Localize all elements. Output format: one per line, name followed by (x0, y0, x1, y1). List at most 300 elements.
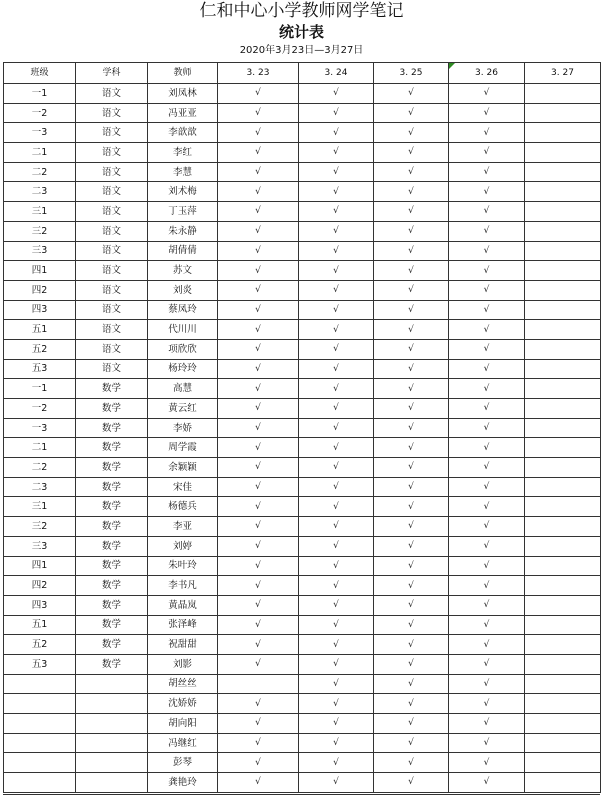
class-cell[interactable]: 五3 (4, 654, 76, 674)
col-header-class[interactable]: 班级 (4, 63, 76, 84)
date-cell[interactable] (449, 103, 525, 123)
date-cell[interactable] (299, 359, 374, 379)
date-cell[interactable] (218, 280, 299, 300)
class-cell[interactable] (4, 714, 76, 734)
subject-cell[interactable]: 语文 (76, 84, 148, 104)
col-header-date-3[interactable]: 3. 25 (374, 63, 449, 84)
subject-cell[interactable]: 数学 (76, 517, 148, 537)
date-cell[interactable] (525, 221, 601, 241)
class-cell[interactable]: 四1 (4, 261, 76, 281)
date-cell[interactable] (449, 753, 525, 773)
date-cell[interactable] (525, 694, 601, 714)
date-cell[interactable] (525, 576, 601, 596)
date-cell[interactable] (218, 536, 299, 556)
date-cell[interactable] (449, 733, 525, 753)
date-cell[interactable] (218, 379, 299, 399)
date-cell[interactable] (525, 517, 601, 537)
date-cell[interactable] (449, 280, 525, 300)
class-cell[interactable]: 二1 (4, 438, 76, 458)
date-cell[interactable] (299, 379, 374, 399)
class-cell[interactable]: 二3 (4, 477, 76, 497)
teacher-cell[interactable]: 周学霞 (148, 438, 218, 458)
date-cell[interactable] (525, 497, 601, 517)
class-cell[interactable]: 五2 (4, 635, 76, 655)
date-cell[interactable] (374, 320, 449, 340)
date-cell[interactable] (449, 576, 525, 596)
date-cell[interactable] (218, 576, 299, 596)
date-cell[interactable] (218, 359, 299, 379)
date-cell[interactable] (525, 103, 601, 123)
check-mark-icon: √ (333, 757, 339, 768)
subject-cell[interactable]: 语文 (76, 221, 148, 241)
teacher-cell[interactable]: 刘炎 (148, 280, 218, 300)
date-cell[interactable] (449, 359, 525, 379)
date-cell[interactable] (218, 261, 299, 281)
date-cell[interactable] (449, 320, 525, 340)
date-cell[interactable] (299, 300, 374, 320)
date-cell[interactable] (449, 162, 525, 182)
date-cell[interactable] (449, 418, 525, 438)
date-cell[interactable] (218, 123, 299, 143)
subject-cell[interactable]: 语文 (76, 103, 148, 123)
subject-cell[interactable] (76, 733, 148, 753)
date-cell[interactable] (449, 615, 525, 635)
teacher-cell[interactable]: 刘术梅 (148, 182, 218, 202)
subject-cell[interactable]: 数学 (76, 477, 148, 497)
date-cell[interactable] (374, 300, 449, 320)
class-cell[interactable] (4, 694, 76, 714)
teacher-cell[interactable]: 彭琴 (148, 753, 218, 773)
date-cell[interactable] (374, 84, 449, 104)
date-cell[interactable] (449, 202, 525, 222)
date-cell[interactable] (218, 84, 299, 104)
date-cell[interactable] (299, 103, 374, 123)
date-cell[interactable] (525, 477, 601, 497)
date-cell[interactable] (449, 221, 525, 241)
date-cell[interactable] (299, 261, 374, 281)
teacher-cell[interactable]: 宋佳 (148, 477, 218, 497)
col-header-date-4[interactable]: 3. 26 (449, 63, 525, 84)
subject-cell[interactable]: 语文 (76, 162, 148, 182)
date-cell[interactable] (374, 556, 449, 576)
col-header-teacher[interactable]: 教师 (148, 63, 218, 84)
date-cell[interactable] (299, 438, 374, 458)
teacher-cell[interactable]: 李娇 (148, 418, 218, 438)
subject-cell[interactable]: 语文 (76, 261, 148, 281)
date-cell[interactable] (218, 162, 299, 182)
date-cell[interactable] (374, 674, 449, 694)
date-cell[interactable] (374, 477, 449, 497)
date-cell[interactable] (449, 241, 525, 261)
teacher-cell[interactable]: 冯继红 (148, 733, 218, 753)
date-cell[interactable] (525, 674, 601, 694)
date-cell[interactable] (374, 202, 449, 222)
date-cell[interactable] (218, 595, 299, 615)
subject-cell[interactable]: 语文 (76, 280, 148, 300)
date-cell[interactable] (525, 241, 601, 261)
date-cell[interactable] (525, 261, 601, 281)
teacher-cell[interactable]: 冯亚亚 (148, 103, 218, 123)
date-cell[interactable] (218, 773, 299, 793)
class-cell[interactable]: 四1 (4, 556, 76, 576)
date-cell[interactable] (218, 438, 299, 458)
teacher-cell[interactable]: 高慧 (148, 379, 218, 399)
date-cell[interactable] (299, 123, 374, 143)
date-cell[interactable] (374, 536, 449, 556)
date-cell[interactable] (218, 556, 299, 576)
date-cell[interactable] (449, 773, 525, 793)
date-cell[interactable] (374, 339, 449, 359)
subject-cell[interactable]: 数学 (76, 654, 148, 674)
date-cell[interactable] (449, 635, 525, 655)
date-cell[interactable] (449, 182, 525, 202)
teacher-cell[interactable]: 刘影 (148, 654, 218, 674)
date-cell[interactable] (525, 654, 601, 674)
date-cell[interactable] (299, 694, 374, 714)
subject-cell[interactable]: 语文 (76, 339, 148, 359)
date-cell[interactable] (449, 458, 525, 478)
class-cell[interactable]: 四3 (4, 300, 76, 320)
date-cell[interactable] (218, 418, 299, 438)
date-cell[interactable] (374, 654, 449, 674)
class-cell[interactable]: 三1 (4, 202, 76, 222)
subject-cell[interactable]: 数学 (76, 576, 148, 596)
date-cell[interactable] (374, 694, 449, 714)
date-cell[interactable] (449, 694, 525, 714)
date-cell[interactable] (218, 458, 299, 478)
subject-cell[interactable]: 语文 (76, 143, 148, 163)
date-cell[interactable] (218, 241, 299, 261)
date-cell[interactable] (374, 261, 449, 281)
date-cell[interactable] (449, 339, 525, 359)
teacher-cell[interactable]: 李慧 (148, 162, 218, 182)
date-cell[interactable] (299, 418, 374, 438)
date-cell[interactable] (299, 221, 374, 241)
date-cell[interactable] (449, 556, 525, 576)
teacher-cell[interactable]: 蔡凤玲 (148, 300, 218, 320)
date-cell[interactable] (218, 635, 299, 655)
date-cell[interactable] (218, 753, 299, 773)
teacher-cell[interactable]: 胡倩倩 (148, 241, 218, 261)
date-cell[interactable] (525, 773, 601, 793)
date-cell[interactable] (299, 497, 374, 517)
teacher-cell[interactable]: 胡向阳 (148, 714, 218, 734)
date-cell[interactable] (525, 379, 601, 399)
date-cell[interactable] (299, 517, 374, 537)
class-cell[interactable]: 二2 (4, 162, 76, 182)
teacher-cell[interactable]: 李书凡 (148, 576, 218, 596)
subject-cell[interactable]: 数学 (76, 379, 148, 399)
teacher-cell[interactable]: 沈娇娇 (148, 694, 218, 714)
date-cell[interactable] (218, 202, 299, 222)
date-cell[interactable] (374, 497, 449, 517)
teacher-cell[interactable]: 刘婷 (148, 536, 218, 556)
table-row (4, 339, 601, 359)
teacher-cell[interactable]: 李亚 (148, 517, 218, 537)
subject-cell[interactable]: 数学 (76, 595, 148, 615)
teacher-cell[interactable]: 龚艳玲 (148, 773, 218, 793)
date-cell[interactable] (449, 536, 525, 556)
date-cell[interactable] (525, 162, 601, 182)
teacher-cell[interactable]: 黄云红 (148, 399, 218, 419)
subject-cell[interactable] (76, 714, 148, 734)
class-cell[interactable]: 三3 (4, 536, 76, 556)
class-cell[interactable]: 二2 (4, 458, 76, 478)
class-cell[interactable] (4, 753, 76, 773)
class-cell[interactable]: 一2 (4, 399, 76, 419)
date-cell[interactable] (525, 84, 601, 104)
date-cell[interactable] (218, 399, 299, 419)
col-header-date-5[interactable]: 3. 27 (525, 63, 601, 84)
date-cell[interactable] (374, 162, 449, 182)
subject-cell[interactable]: 语文 (76, 182, 148, 202)
subject-cell[interactable] (76, 674, 148, 694)
date-cell[interactable] (299, 320, 374, 340)
class-cell[interactable]: 五3 (4, 359, 76, 379)
date-cell[interactable] (299, 477, 374, 497)
date-cell[interactable] (525, 399, 601, 419)
date-cell[interactable] (525, 733, 601, 753)
date-cell[interactable] (218, 320, 299, 340)
date-cell[interactable] (374, 635, 449, 655)
class-cell[interactable]: 一1 (4, 84, 76, 104)
subject-cell[interactable]: 语文 (76, 359, 148, 379)
check-mark-icon: √ (333, 265, 339, 276)
date-cell[interactable] (299, 714, 374, 734)
date-cell[interactable] (299, 339, 374, 359)
date-cell[interactable] (449, 497, 525, 517)
class-cell[interactable]: 一3 (4, 123, 76, 143)
date-cell[interactable] (525, 753, 601, 773)
date-cell[interactable] (299, 162, 374, 182)
subject-cell[interactable]: 数学 (76, 536, 148, 556)
date-cell[interactable] (218, 674, 299, 694)
date-cell[interactable] (374, 733, 449, 753)
date-cell[interactable] (449, 261, 525, 281)
date-cell[interactable] (299, 241, 374, 261)
subject-cell[interactable]: 数学 (76, 399, 148, 419)
date-cell[interactable] (218, 103, 299, 123)
date-cell[interactable] (374, 753, 449, 773)
teacher-cell[interactable]: 祝甜甜 (148, 635, 218, 655)
date-cell[interactable] (299, 143, 374, 163)
date-cell[interactable] (449, 714, 525, 734)
subject-cell[interactable] (76, 753, 148, 773)
date-cell[interactable] (525, 123, 601, 143)
teacher-cell[interactable]: 杨玲玲 (148, 359, 218, 379)
class-cell[interactable]: 三3 (4, 241, 76, 261)
class-cell[interactable]: 三2 (4, 517, 76, 537)
class-cell[interactable]: 二3 (4, 182, 76, 202)
date-cell[interactable] (449, 379, 525, 399)
class-cell[interactable]: 四2 (4, 576, 76, 596)
subject-cell[interactable]: 语文 (76, 320, 148, 340)
date-cell[interactable] (449, 654, 525, 674)
date-cell[interactable] (374, 241, 449, 261)
date-cell[interactable] (525, 595, 601, 615)
date-cell[interactable] (299, 615, 374, 635)
date-cell[interactable] (525, 615, 601, 635)
class-cell[interactable]: 三1 (4, 497, 76, 517)
check-mark-icon: √ (255, 265, 261, 276)
col-header-date-2[interactable]: 3. 24 (299, 63, 374, 84)
date-cell[interactable] (299, 753, 374, 773)
date-cell[interactable] (374, 773, 449, 793)
subject-cell[interactable]: 数学 (76, 497, 148, 517)
teacher-cell[interactable]: 余颖颖 (148, 458, 218, 478)
date-cell[interactable] (374, 576, 449, 596)
date-cell[interactable] (525, 536, 601, 556)
date-cell[interactable] (299, 202, 374, 222)
teacher-cell[interactable]: 张泽峰 (148, 615, 218, 635)
date-cell[interactable] (449, 477, 525, 497)
date-cell[interactable] (525, 438, 601, 458)
date-cell[interactable] (374, 221, 449, 241)
teacher-cell[interactable]: 李歆歆 (148, 123, 218, 143)
date-cell[interactable] (218, 714, 299, 734)
date-cell[interactable] (374, 359, 449, 379)
date-cell[interactable] (299, 576, 374, 596)
date-cell[interactable] (218, 615, 299, 635)
date-cell[interactable] (525, 320, 601, 340)
date-cell[interactable] (374, 123, 449, 143)
date-cell[interactable] (449, 399, 525, 419)
date-cell[interactable] (218, 339, 299, 359)
date-cell[interactable] (374, 714, 449, 734)
teacher-cell[interactable]: 胡丝丝 (148, 674, 218, 694)
date-cell[interactable] (374, 103, 449, 123)
col-header-date-1[interactable]: 3. 23 (218, 63, 299, 84)
date-cell[interactable] (525, 418, 601, 438)
date-cell[interactable] (449, 84, 525, 104)
subject-cell[interactable]: 数学 (76, 615, 148, 635)
date-cell[interactable] (218, 143, 299, 163)
subject-cell[interactable]: 数学 (76, 438, 148, 458)
date-cell[interactable] (218, 300, 299, 320)
date-cell[interactable] (449, 674, 525, 694)
date-cell[interactable] (218, 221, 299, 241)
date-cell[interactable] (374, 595, 449, 615)
date-cell[interactable] (218, 654, 299, 674)
subject-cell[interactable]: 数学 (76, 635, 148, 655)
class-cell[interactable] (4, 773, 76, 793)
date-cell[interactable] (525, 280, 601, 300)
subject-cell[interactable]: 数学 (76, 458, 148, 478)
class-cell[interactable]: 五1 (4, 615, 76, 635)
date-cell[interactable] (449, 300, 525, 320)
date-cell[interactable] (525, 635, 601, 655)
date-cell[interactable] (299, 773, 374, 793)
teacher-cell[interactable]: 李红 (148, 143, 218, 163)
subject-cell[interactable]: 语文 (76, 202, 148, 222)
date-cell[interactable] (299, 399, 374, 419)
date-cell[interactable] (218, 497, 299, 517)
teacher-cell[interactable]: 项欣欣 (148, 339, 218, 359)
date-cell[interactable] (449, 438, 525, 458)
class-cell[interactable]: 五2 (4, 339, 76, 359)
subject-cell[interactable]: 语文 (76, 300, 148, 320)
class-cell[interactable]: 四2 (4, 280, 76, 300)
teacher-cell[interactable]: 朱叶玲 (148, 556, 218, 576)
teacher-cell[interactable]: 黄晶岚 (148, 595, 218, 615)
date-cell[interactable] (449, 517, 525, 537)
date-cell[interactable] (299, 536, 374, 556)
teacher-cell[interactable]: 刘凤林 (148, 84, 218, 104)
teacher-cell[interactable]: 杨德兵 (148, 497, 218, 517)
class-cell[interactable]: 一1 (4, 379, 76, 399)
date-cell[interactable] (299, 556, 374, 576)
col-header-subject[interactable]: 学科 (76, 63, 148, 84)
date-cell[interactable] (299, 182, 374, 202)
date-cell[interactable] (218, 477, 299, 497)
date-cell[interactable] (218, 517, 299, 537)
subject-cell[interactable]: 数学 (76, 556, 148, 576)
class-cell[interactable] (4, 733, 76, 753)
date-cell[interactable] (525, 339, 601, 359)
class-cell[interactable]: 一2 (4, 103, 76, 123)
date-cell[interactable] (218, 733, 299, 753)
date-cell[interactable] (374, 418, 449, 438)
date-cell[interactable] (374, 182, 449, 202)
class-cell[interactable]: 一3 (4, 418, 76, 438)
class-cell[interactable]: 三2 (4, 221, 76, 241)
date-cell[interactable] (374, 438, 449, 458)
date-cell[interactable] (374, 379, 449, 399)
date-cell[interactable] (218, 182, 299, 202)
date-cell[interactable] (525, 143, 601, 163)
teacher-cell[interactable]: 苏文 (148, 261, 218, 281)
date-cell[interactable] (525, 556, 601, 576)
date-cell[interactable] (374, 399, 449, 419)
subject-cell[interactable]: 语文 (76, 123, 148, 143)
date-cell[interactable] (299, 674, 374, 694)
date-cell[interactable] (299, 654, 374, 674)
date-cell[interactable] (299, 733, 374, 753)
subject-cell[interactable] (76, 694, 148, 714)
date-cell[interactable] (525, 300, 601, 320)
class-cell[interactable]: 四3 (4, 595, 76, 615)
date-cell[interactable] (299, 84, 374, 104)
subject-cell[interactable] (76, 773, 148, 793)
date-cell[interactable] (449, 123, 525, 143)
subject-cell[interactable]: 数学 (76, 418, 148, 438)
date-cell[interactable] (449, 595, 525, 615)
date-cell[interactable] (374, 517, 449, 537)
date-cell[interactable] (299, 595, 374, 615)
date-cell[interactable] (299, 458, 374, 478)
date-cell[interactable] (299, 635, 374, 655)
date-cell[interactable] (374, 143, 449, 163)
teacher-cell[interactable]: 丁玉萍 (148, 202, 218, 222)
class-cell[interactable]: 二1 (4, 143, 76, 163)
date-cell[interactable] (374, 280, 449, 300)
date-cell[interactable] (449, 143, 525, 163)
class-cell[interactable] (4, 674, 76, 694)
teacher-cell[interactable]: 代川川 (148, 320, 218, 340)
date-cell[interactable] (525, 714, 601, 734)
date-cell[interactable] (218, 694, 299, 714)
teacher-cell[interactable]: 朱永静 (148, 221, 218, 241)
date-cell[interactable] (525, 182, 601, 202)
date-cell[interactable] (525, 202, 601, 222)
date-cell[interactable] (374, 458, 449, 478)
date-cell[interactable] (525, 359, 601, 379)
date-cell[interactable] (525, 458, 601, 478)
subject-cell[interactable]: 语文 (76, 241, 148, 261)
date-cell[interactable] (374, 615, 449, 635)
class-cell[interactable]: 五1 (4, 320, 76, 340)
date-cell[interactable] (299, 280, 374, 300)
